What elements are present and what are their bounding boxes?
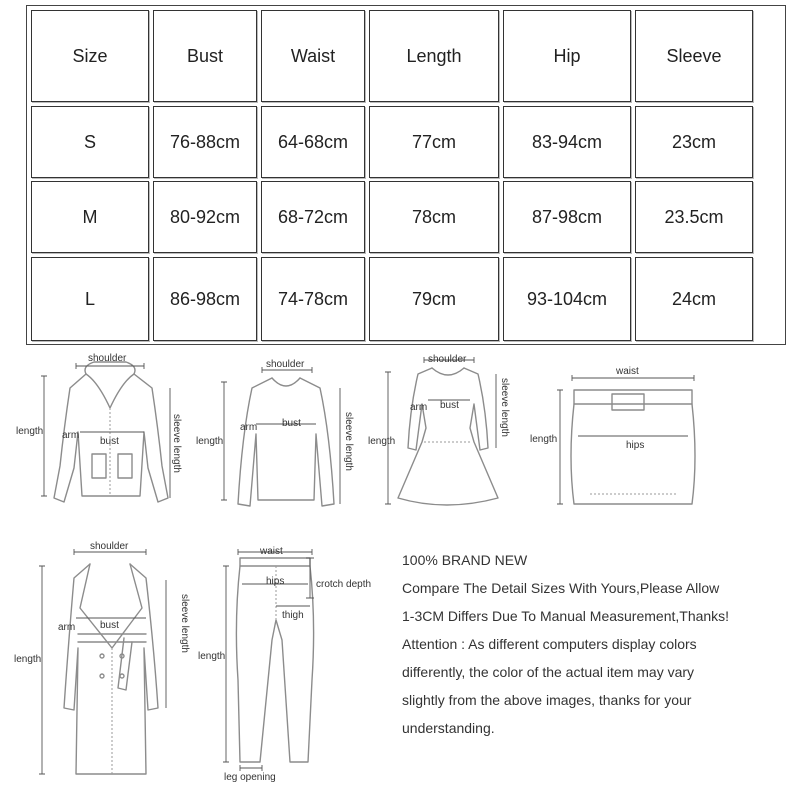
sleeve-l: 24cm [635,257,753,341]
hoodie-length-label: length [16,426,44,437]
size-table [26,5,786,345]
header-size: Size [31,10,149,102]
bust-l: 86-98cm [153,257,257,341]
hip-s: 83-94cm [503,106,631,178]
hip-l: 93-104cm [503,257,631,341]
hoodie-diagram [14,348,194,520]
compare-line: Compare The Detail Sizes With Yours,Please Allow [402,580,720,596]
hoodie-arm-label: arm [62,430,80,441]
header-sleeve: Sleeve [635,10,753,102]
pants-thigh-label: thigh [282,610,304,621]
length-s: 77cm [369,106,499,178]
coat-shoulder-label: shoulder [90,541,129,552]
sweater-length-label: length [196,436,224,447]
hoodie-bust-label: bust [100,436,119,447]
sweater-arm-label: arm [240,422,258,433]
bust-m: 80-92cm [153,181,257,253]
sleeve-m: 23.5cm [635,181,753,253]
header-length: Length [369,10,499,102]
size-l: L [31,257,149,341]
pants-waist-label: waist [260,546,283,557]
pants-diagram [194,540,390,790]
coat-arm-label: arm [58,622,76,633]
dress-sleeve-label: sleeve length [499,378,510,437]
pants-leg-opening-label: leg opening [224,772,276,783]
color-line: differently, the color of the actual item may vary [402,664,695,680]
header-waist: Waist [261,10,365,102]
sweater-bust-label: bust [282,418,301,429]
coat-length-label: length [14,654,42,665]
waist-s: 64-68cm [261,106,365,178]
skirt-diagram [528,358,708,518]
bust-s: 76-88cm [153,106,257,178]
sweater-diagram [196,354,376,520]
skirt-waist-label: waist [616,366,639,377]
size-m: M [31,181,149,253]
size-s: S [31,106,149,178]
coat-diagram [14,538,194,788]
coat-bust-label: bust [100,620,119,631]
hip-m: 87-98cm [503,181,631,253]
dress-shoulder-label: shoulder [428,354,467,365]
waist-l: 74-78cm [261,257,365,341]
product-notes [402,546,794,742]
length-m: 78cm [369,181,499,253]
dress-diagram [366,348,536,520]
length-l: 79cm [369,257,499,341]
skirt-hips-label: hips [626,440,645,451]
hoodie-shoulder-label: shoulder [88,353,127,364]
images-line: slightly from the above images, thanks for your [402,692,692,708]
pants-length-label: length [198,651,226,662]
header-hip: Hip [503,10,631,102]
dress-bust-label: bust [440,400,459,411]
coat-sleeve-label: sleeve length [179,594,190,653]
sleeve-s: 23cm [635,106,753,178]
sweater-shoulder-label: shoulder [266,359,305,370]
waist-m: 68-72cm [261,181,365,253]
sweater-sleeve-label: sleeve length [343,412,354,471]
pants-hips-label: hips [266,576,285,587]
dress-length-label: length [368,436,396,447]
hoodie-sleeve-label: sleeve length [171,414,182,473]
attention-line: Attention : As different computers display colors [402,636,697,652]
skirt-length-label: length [530,434,558,445]
dress-arm-label: arm [410,402,428,413]
understanding-line: understanding. [402,720,495,736]
measurement-line: 1-3CM Differs Due To Manual Measurement,Thanks! [402,608,730,624]
header-bust: Bust [153,10,257,102]
pants-crotch-label: crotch depth [316,579,372,590]
brand-new-line: 100% BRAND NEW [402,552,528,568]
